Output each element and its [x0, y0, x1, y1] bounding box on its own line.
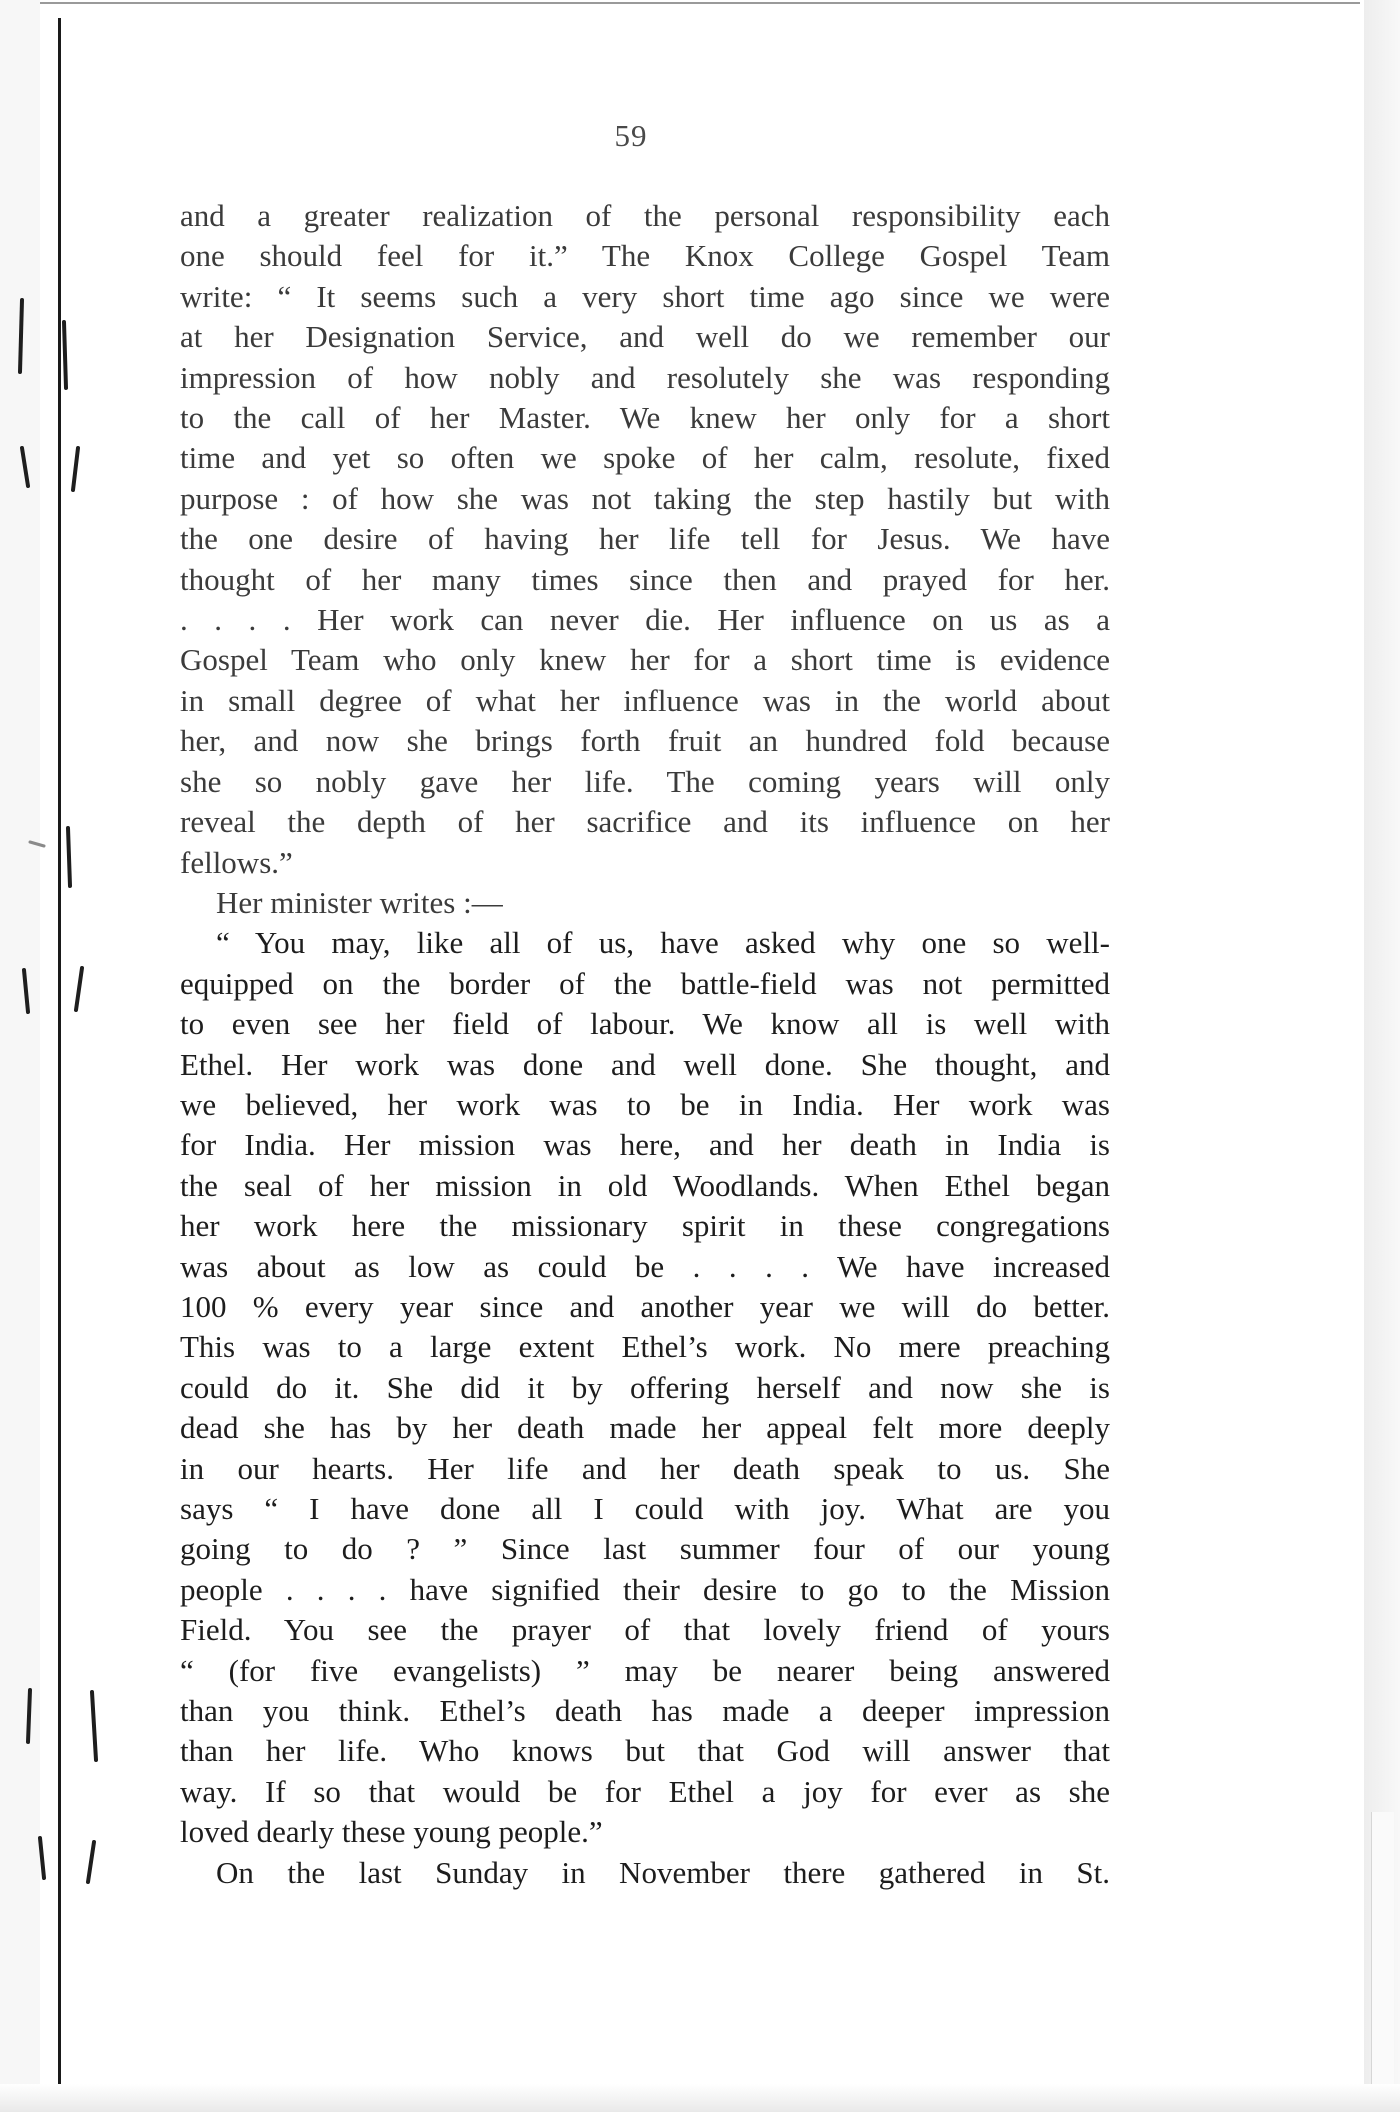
text-line: to the call of her Master. We knew her only for a short: [180, 400, 1110, 436]
text-line: the one desire of having her life tell for Jesus. We have: [180, 521, 1110, 557]
margin-mark: [22, 448, 28, 486]
text-line: loved dearly these young people.”: [180, 1814, 603, 1850]
text-line: 100 % every year since and another year we will do better.: [180, 1288, 1110, 1324]
text-line: fellows.”: [180, 844, 293, 880]
text-line: than her life. Who knows but that God will answer that: [180, 1733, 1110, 1769]
margin-mark: [68, 828, 70, 886]
text-line: equipped on the border of the battle-field was not permitted: [180, 965, 1110, 1001]
text-line: we believed, her work was to be in India. Her work was: [180, 1086, 1110, 1122]
text-line: people . . . . have signified their desire to go to the Mission: [180, 1571, 1110, 1607]
text-line: thought of her many times since then and prayed for her.: [180, 561, 1110, 597]
text-line: and a greater realization of the personal responsibility each: [180, 198, 1110, 233]
margin-mark: [92, 1692, 96, 1760]
margin-mark: [28, 1690, 30, 1742]
text-line: write: “ It seems such a very short time ago since we were: [180, 278, 1110, 314]
margin-pencil-marks: [0, 0, 120, 2112]
text-line: impression of how nobly and resolutely she was responding: [180, 359, 1110, 395]
text-line: “ You may, like all of us, have asked why one so well-: [216, 925, 1110, 961]
text-line: dead she has by her death made her appeal felt more deeply: [180, 1410, 1110, 1446]
text-line: she so nobly gave her life. The coming years will only: [180, 763, 1110, 799]
text-line: way. If so that would be for Ethel a joy for ever as she: [180, 1773, 1110, 1809]
text-line: her work here the missionary spirit in these congregations: [180, 1208, 1110, 1244]
text-line: This was to a large extent Ethel’s work. No mere preaching: [180, 1329, 1110, 1365]
text-line: purpose : of how she was not taking the step hastily but with: [180, 480, 1110, 516]
text-line: was about as low as could be . . . . We have increased: [180, 1248, 1110, 1284]
margin-mark: [64, 322, 66, 388]
page-number: 59: [614, 118, 648, 153]
page-fold-edge: [1371, 1812, 1394, 2112]
text-line: in our hearts. Her life and her death speak to us. She: [180, 1450, 1110, 1486]
margin-mark: [30, 842, 44, 846]
text-line: than you think. Ethel’s death has made a deeper impression: [180, 1693, 1110, 1729]
margin-mark: [73, 448, 78, 490]
margin-mark: [20, 300, 22, 372]
text-line: Ethel. Her work was done and well done. She thought, and: [180, 1046, 1110, 1082]
margin-mark: [76, 968, 82, 1010]
top-page-edge: [40, 2, 1360, 4]
text-line: at her Designation Service, and well do we remember our: [180, 319, 1110, 355]
text-line: On the last Sunday in November there gathered in St.: [216, 1854, 1110, 1890]
bottom-page-shadow: [0, 2084, 1400, 2112]
text-line: in small degree of what her influence was in the world about: [180, 682, 1110, 718]
right-page-shadow: [1364, 0, 1400, 2112]
text-line: to even see her field of labour. We know all is well with: [180, 1006, 1110, 1042]
text-line: “ (for five evangelists) ” may be nearer being answered: [180, 1652, 1110, 1688]
body-text: [180, 196, 1110, 1893]
text-line: . . . . Her work can never die. Her influence on us as a: [180, 602, 1110, 638]
text-line: Gospel Team who only knew her for a short time is evidence: [180, 642, 1110, 678]
text-line: says “ I have done all I could with joy. What are you: [180, 1491, 1110, 1526]
margin-mark: [40, 1838, 44, 1878]
text-line: Her minister writes :—: [216, 884, 503, 920]
text-line: time and yet so often we spoke of her calm, resolute, fixed: [180, 440, 1110, 476]
margin-mark: [24, 970, 28, 1012]
text-line: going to do ? ” Since last summer four of our young: [180, 1531, 1110, 1567]
text-line: her, and now she brings forth fruit an hundred fold because: [180, 723, 1110, 759]
text-line: one should feel for it.” The Knox College Gospel Team: [180, 238, 1110, 274]
text-line: Field. You see the prayer of that lovely friend of yours: [180, 1612, 1110, 1648]
margin-mark: [88, 1842, 94, 1882]
text-line: the seal of her mission in old Woodlands. When Ethel began: [180, 1167, 1110, 1203]
text-line: reveal the depth of her sacrifice and its influence on her: [180, 804, 1110, 840]
text-line: for India. Her mission was here, and her death in India is: [180, 1127, 1110, 1163]
text-line: could do it. She did it by offering herself and now she is: [180, 1369, 1110, 1405]
